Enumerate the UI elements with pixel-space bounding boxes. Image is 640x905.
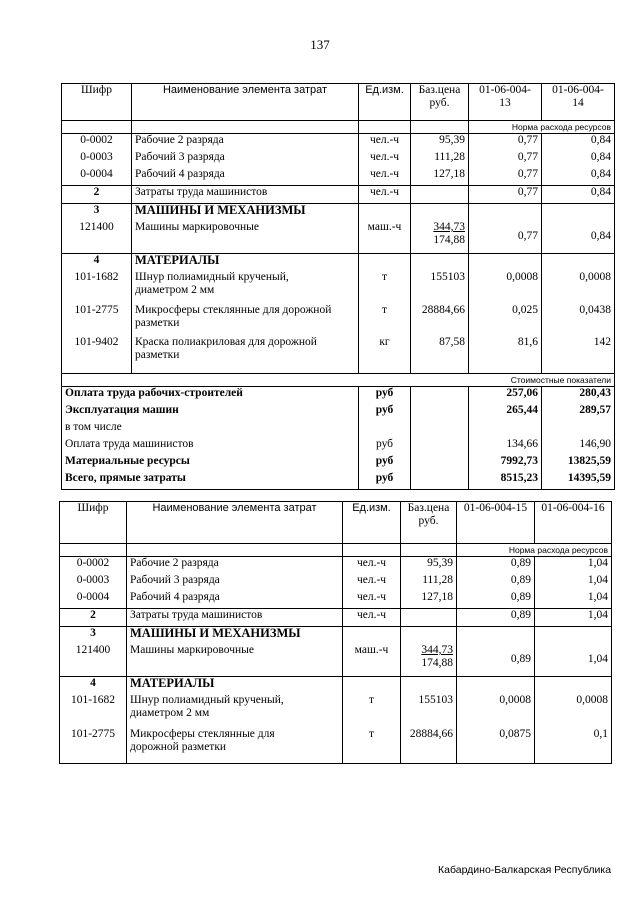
row-code: 121400 (62, 221, 132, 253)
row-value-2: 0,84 (542, 221, 615, 253)
table-row (60, 557, 612, 575)
cost-value-2: 13825,59 (542, 455, 615, 472)
row-price: 155103 (401, 694, 457, 728)
table-row (62, 134, 615, 152)
header-code: Шифр (62, 84, 132, 121)
cost-unit: руб (359, 438, 411, 455)
row-value-2: 0,84 (542, 168, 615, 186)
row-value-1: 81,6 (469, 336, 542, 374)
table-row (60, 644, 612, 676)
cost-value-2: 289,57 (542, 404, 615, 421)
row-unit: маш.-ч (343, 644, 401, 676)
row-name (127, 694, 343, 728)
row-code: 0-0002 (60, 557, 127, 575)
cost-row (62, 421, 615, 438)
row-value-2: 1,04 (535, 644, 612, 676)
cost-row (62, 472, 615, 490)
row-code: 101-1682 (60, 694, 127, 728)
row-value-2: 1,04 (535, 557, 612, 575)
row-value-1: 0,77 (469, 134, 542, 152)
row-value-1: 0,77 (469, 151, 542, 168)
row-price: 127,18 (411, 168, 469, 186)
row-code: 2 (62, 186, 132, 204)
header-col1-line1: 01-06-004- (479, 84, 531, 96)
cost-label-row (62, 374, 615, 387)
table-header-row (60, 502, 612, 544)
cost-unit: руб (359, 387, 411, 405)
row-price: 111,28 (401, 574, 457, 591)
header-price (411, 84, 469, 121)
row-value-1: 0,89 (457, 557, 535, 575)
header-name: Наименование элемента затрат (132, 84, 359, 121)
row-price: 87,58 (411, 336, 469, 374)
row-code: 0-0004 (60, 591, 127, 609)
header-col1: 01-06-004-15 (457, 502, 535, 544)
row-name: Затраты труда машинистов (127, 609, 343, 627)
row-unit: т (343, 728, 401, 764)
cost-row (62, 455, 615, 472)
row-value-1: 0,89 (457, 609, 535, 627)
page-number: 137 (310, 37, 330, 52)
row-price: 28884,66 (411, 304, 469, 336)
table-row (60, 728, 612, 764)
cost-name: Оплата труда рабочих-строителей (62, 387, 359, 405)
table-row (60, 694, 612, 728)
row-name (132, 304, 359, 336)
row-name-line2: диаметром 2 мм (135, 283, 215, 296)
cost-name: Оплата труда машинистов (62, 438, 359, 455)
row-name-line1: Шнур полиамидный крученый, (135, 270, 289, 283)
row-price (411, 221, 469, 253)
header-price-line1: Баз.цена (418, 84, 461, 96)
row-unit: чел.-ч (359, 186, 411, 204)
row-value-1: 0,89 (457, 574, 535, 591)
row-value-2: 0,0008 (535, 694, 612, 728)
row-unit: чел.-ч (343, 609, 401, 627)
row-code: 101-9402 (62, 336, 132, 374)
row-value-1: 0,77 (469, 186, 542, 204)
cost-row (62, 404, 615, 421)
header-col2 (542, 84, 615, 121)
cost-unit: руб (359, 455, 411, 472)
row-name: Рабочие 2 разряда (132, 134, 359, 152)
row-code: 101-2775 (62, 304, 132, 336)
section-title: МАШИНЫ И МЕХАНИЗМЫ (132, 204, 359, 222)
row-value-2: 0,0438 (542, 304, 615, 336)
table-row (62, 221, 615, 253)
table-row (62, 336, 615, 374)
row-value-2: 0,0008 (542, 271, 615, 304)
row-unit: кг (359, 336, 411, 374)
row-unit: чел.-ч (359, 134, 411, 152)
section-row (60, 676, 612, 694)
norms-table-15-16 (59, 501, 612, 764)
header-price-line1: Баз.цена (407, 502, 450, 514)
row-value-2: 0,84 (542, 186, 615, 204)
cost-value-2: 146,90 (542, 438, 615, 455)
row-unit: чел.-ч (359, 168, 411, 186)
row-price-a: 344,73 (433, 221, 465, 233)
section-row (60, 627, 612, 645)
row-name-line1: Шнур полиамидный крученый, (130, 693, 284, 706)
header-col1 (469, 84, 542, 121)
row-name: Рабочий 3 разряда (127, 574, 343, 591)
row-code: 101-2775 (60, 728, 127, 764)
header-col1-line2: 13 (499, 97, 511, 109)
header-price (401, 502, 457, 544)
row-price-b: 174,88 (433, 234, 465, 246)
row-name-line1: Микросферы стеклянные для дорожной (135, 303, 332, 316)
cost-label: Стоимостные показатели (469, 374, 615, 387)
cost-value-2: 14395,59 (542, 472, 615, 490)
table-header-row (62, 84, 615, 121)
row-name (132, 271, 359, 304)
row-name: Затраты труда машинистов (132, 186, 359, 204)
row-value-1: 0,0008 (469, 271, 542, 304)
header-unit: Ед.изм. (343, 502, 401, 544)
row-value-2: 0,1 (535, 728, 612, 764)
footer-region: Кабардино-Балкарская Республика (438, 864, 612, 876)
norms-table-13-14 (61, 83, 615, 490)
cost-name: Эксплуатация машин (62, 404, 359, 421)
row-name-line2: дорожной разметки (130, 740, 227, 753)
row-name: Рабочий 4 разряда (127, 591, 343, 609)
row-code: 0-0003 (60, 574, 127, 591)
row-value-2: 0,84 (542, 134, 615, 152)
row-code: 121400 (60, 644, 127, 676)
row-unit: чел.-ч (343, 557, 401, 575)
row-unit: чел.-ч (343, 591, 401, 609)
row-value-2: 1,04 (535, 574, 612, 591)
row-price: 28884,66 (401, 728, 457, 764)
section-title: МАШИНЫ И МЕХАНИЗМЫ (127, 627, 343, 645)
row-value-1: 0,0875 (457, 728, 535, 764)
row-name-line2: диаметром 2 мм (130, 706, 210, 719)
row-value-1: 0,77 (469, 168, 542, 186)
row-code: 0-0004 (62, 168, 132, 186)
cost-value-1: 265,44 (469, 404, 542, 421)
section-row (62, 204, 615, 222)
row-code: 0-0002 (62, 134, 132, 152)
row-code: 101-1682 (62, 271, 132, 304)
row-name (127, 728, 343, 764)
header-col2-line1: 01-06-004- (552, 84, 604, 96)
table-row (62, 168, 615, 186)
cost-name: Всего, прямые затраты (62, 472, 359, 490)
cost-row (62, 438, 615, 455)
norm-label: Норма расхода ресурсов (469, 121, 615, 134)
header-name: Наименование элемента затрат (127, 502, 343, 544)
section-code: 3 (60, 627, 127, 645)
table-row (60, 591, 612, 609)
cost-value-1: 257,06 (469, 387, 542, 405)
cost-name: Материальные ресурсы (62, 455, 359, 472)
row-code: 2 (60, 609, 127, 627)
row-price: 95,39 (401, 557, 457, 575)
cost-value-1: 7992,73 (469, 455, 542, 472)
row-unit: т (359, 271, 411, 304)
table-row (60, 609, 612, 627)
section-code: 4 (62, 253, 132, 271)
header-price-line2: руб. (429, 97, 450, 109)
section-row (62, 253, 615, 271)
row-value-2: 1,04 (535, 609, 612, 627)
row-value-1: 0,025 (469, 304, 542, 336)
cost-value-1: 8515,23 (469, 472, 542, 490)
table-row (62, 271, 615, 304)
row-name: Машины маркировочные (127, 644, 343, 676)
row-name: Машины маркировочные (132, 221, 359, 253)
header-col2: 01-06-004-16 (535, 502, 612, 544)
header-unit: Ед.изм. (359, 84, 411, 121)
section-title: МАТЕРИАЛЫ (132, 253, 359, 271)
row-unit: т (343, 694, 401, 728)
section-code: 3 (62, 204, 132, 222)
table-row (62, 304, 615, 336)
row-price-a: 344,73 (421, 644, 453, 656)
header-code: Шифр (60, 502, 127, 544)
row-name-line2: разметки (135, 316, 180, 329)
row-unit: т (359, 304, 411, 336)
row-name-line1: Краска полиакриловая для дорожной (135, 335, 317, 348)
row-name (132, 336, 359, 374)
norm-label-row (62, 121, 615, 134)
cost-value-1: 134,66 (469, 438, 542, 455)
row-price (401, 644, 457, 676)
norm-label: Норма расхода ресурсов (457, 544, 612, 557)
cost-name: в том числе (62, 421, 359, 438)
row-unit: маш.-ч (359, 221, 411, 253)
row-price: 155103 (411, 271, 469, 304)
header-col2-line2: 14 (572, 97, 584, 109)
row-name-line2: разметки (135, 348, 180, 361)
row-price: 111,28 (411, 151, 469, 168)
row-value-2: 1,04 (535, 591, 612, 609)
row-name: Рабочий 3 разряда (132, 151, 359, 168)
cost-unit: руб (359, 404, 411, 421)
row-value-2: 0,84 (542, 151, 615, 168)
row-value-1: 0,89 (457, 591, 535, 609)
table-row (60, 574, 612, 591)
header-price-line2: руб. (418, 515, 439, 527)
row-value-1: 0,0008 (457, 694, 535, 728)
row-price: 95,39 (411, 134, 469, 152)
row-price: 127,18 (401, 591, 457, 609)
row-name-line1: Микросферы стеклянные для (130, 727, 275, 740)
row-price-b: 174,88 (421, 657, 453, 669)
table-row (62, 151, 615, 168)
row-code: 0-0003 (62, 151, 132, 168)
row-value-1: 0,89 (457, 644, 535, 676)
row-value-1: 0,77 (469, 221, 542, 253)
row-name: Рабочие 2 разряда (127, 557, 343, 575)
row-name: Рабочий 4 разряда (132, 168, 359, 186)
row-value-2: 142 (542, 336, 615, 374)
cost-row (62, 387, 615, 405)
norm-label-row (60, 544, 612, 557)
row-unit: чел.-ч (359, 151, 411, 168)
cost-unit: руб (359, 472, 411, 490)
table-row (62, 186, 615, 204)
section-title: МАТЕРИАЛЫ (127, 676, 343, 694)
row-unit: чел.-ч (343, 574, 401, 591)
cost-value-2: 280,43 (542, 387, 615, 405)
section-code: 4 (60, 676, 127, 694)
